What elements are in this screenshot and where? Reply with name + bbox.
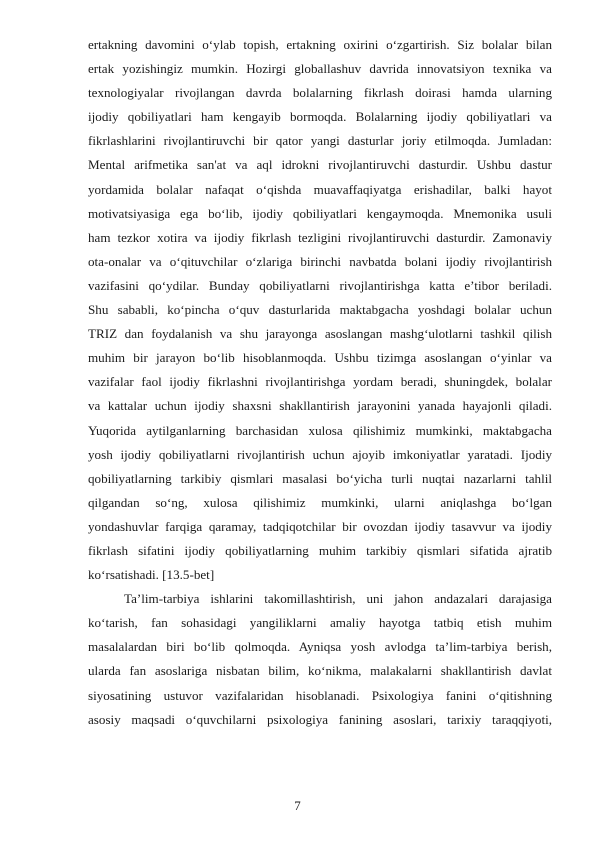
text-line: TRIZ dan foydalanish va shu jarayonga asoslangan mashg‘ulotlarni tashkil qilish xyxy=(88,326,552,342)
text-line: qobiliyatlarning tarkibiy qismlari masalasi bo‘yicha turli nuqtai nazarlarni tahlil xyxy=(88,470,552,486)
text-line: Mental arifmetika san'at va aql idrokni rivojlantiruvchi dasturdir. Ushbu dastur xyxy=(88,157,552,173)
text-line: ko‘tarish, fan sohasidagi yangiliklarni amaliy hayotga tatbiq etish muhim xyxy=(88,615,552,631)
text-line: ertakning davomini o‘ylab topish, ertakning oxirini o‘zgartirish. Siz bolalar bilan xyxy=(88,37,552,52)
text-line: vazifalar faol ijodiy fikrlashni rivojlantirishga yordam beradi, shuningdek, bolalar xyxy=(88,374,552,390)
text-line: va kattalar uchun ijodiy shaxsni shakllantirish jarayonini yanada hayajonli qiladi. xyxy=(88,398,552,414)
text-line: Yuqorida aytilganlarning barchasidan xulosa qilishimiz mumkinki, maktabgacha xyxy=(88,422,552,438)
paragraph xyxy=(88,587,552,732)
text-line: ularda fan asoslariga nisbatan bilim, ko‘nikma, malakalarni shakllantirish davlat xyxy=(88,663,552,679)
text-line: Ta’lim-tarbiya ishlarini takomillashtirish, uni jahon andazalari darajasiga xyxy=(124,591,552,607)
text-line: siyosatining ustuvor vazifalaridan hisoblanadi. Psixologiya fanini o‘qitishning xyxy=(88,687,552,703)
text-line: ota-onalar va o‘qituvchilar o‘zlariga birinchi navbatda bolani ijodiy rivojlantirish xyxy=(88,253,552,269)
text-line: yondashuvlar farqiga qaramay, tadqiqotchilar bir ovozdan ijodiy tasavvur va ijodiy xyxy=(88,518,552,534)
text-line: Shu sababli, ko‘pincha o‘quv dasturlarida maktabgacha yoshdagi bolalar uchun xyxy=(88,302,552,318)
page-number: 7 xyxy=(294,798,301,813)
text-line: fikrlash sifatini ijodiy qobiliyatlarning muhim tarkibiy qismlari sifatida ajratib xyxy=(88,542,552,558)
text-line: fikrlashlarini rivojlantiruvchi bir qator yangi dasturlar joriy etilmoqda. Jumladan: xyxy=(88,133,552,149)
text-line: ijodiy qobiliyatlari ham kengayib bormoqda. Bolalarning ijodiy qobiliyatlari va xyxy=(88,109,552,125)
text-line: yosh ijodiy qobiliyatlarni rivojlantirish uchun ajoyib imkoniyatlar yaratadi. Ijodiy xyxy=(88,446,552,462)
text-line: muhim bir jarayon bo‘lib hisoblanmoqda. Ushbu tizimga asoslangan o‘yinlar va xyxy=(88,350,552,366)
text-line: ertak yozishingiz mumkin. Hozirgi globallashuv davrida innovatsiyon texnika va xyxy=(88,61,552,77)
text-line: vazifasini qo‘ydilar. Bunday qobiliyatlarni rivojlantirishga katta e’tibor beriladi. xyxy=(88,277,552,293)
text-line: qilgandan so‘ng, xulosa qilishimiz mumkinki, ularni aniqlashga bo‘lgan xyxy=(88,494,552,510)
text-line: masalalardan biri bo‘lib qolmoqda. Ayniqsa yosh avlodga ta’lim-tarbiya berish, xyxy=(88,639,552,655)
text-line: texnologiyalar rivojlangan davrda bolalarning fikrlash doirasi hamda ularning xyxy=(88,85,552,101)
text-line: ko‘rsatishadi. [13.5-bet] xyxy=(88,567,215,583)
text-line: yordamida bolalar nafaqat o‘qishda muavaffaqiyatga erishadilar, balki hayot xyxy=(88,181,552,197)
body-text xyxy=(88,33,552,732)
paragraph xyxy=(88,33,552,587)
text-line: asosiy maqsadi o‘quvchilarni psixologiya fanining asoslari, tarixiy taraqqiyoti, xyxy=(88,711,552,727)
text-line: ham tezkor xotira va ijodiy fikrlash tezligini rivojlantiruvchi dasturdir. Zamonaviy xyxy=(88,229,552,245)
text-line: motivatsiyasiga ega bo‘lib, ijodiy qobiliyatlari kengaymoqda. Mnemonika usuli xyxy=(88,205,552,221)
